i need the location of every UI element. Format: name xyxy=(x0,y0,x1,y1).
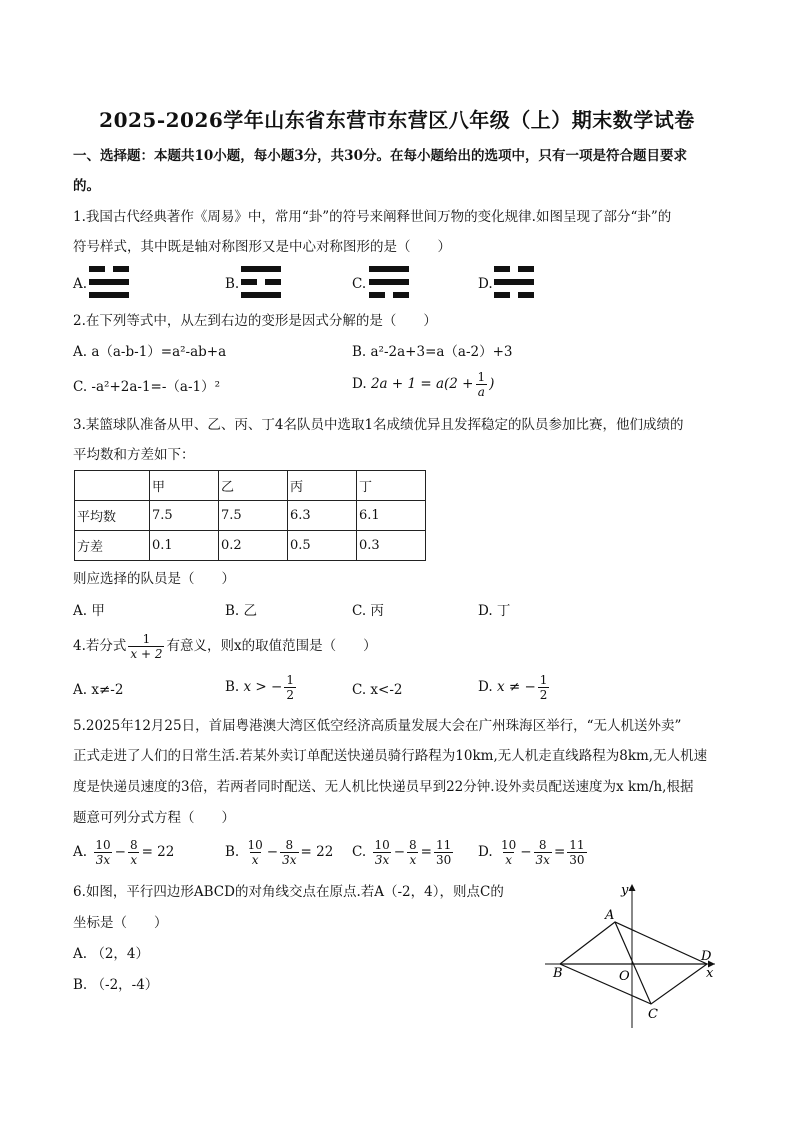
table-cell: 平均数 xyxy=(75,501,150,531)
frac-numerator: 11 xyxy=(435,838,452,852)
section-heading-line1: 一、选择题：本题共10小题，每小题3分，共30分。在每小题给出的选项中，只有一项是符合题目要求 xyxy=(73,148,687,164)
frac-numerator: 10 xyxy=(247,838,263,852)
section-heading-line2: 的。 xyxy=(73,178,100,194)
q5-stem-line3: 度是快递员速度的3倍，若两者同时配送、无人机比快递员早到22分钟.设外卖员配送速度为x km/h,根据 xyxy=(73,779,694,795)
table-cell: 0.2 xyxy=(219,531,288,561)
q1-stem-line1: 1.我国古代经典著作《周易》中，常用“卦”的符号来阐释世间万物的变化规律.如图呈现了部分“卦”的 xyxy=(73,209,672,225)
table-cell: 6.3 xyxy=(288,501,357,531)
frac-numerator: 8 xyxy=(285,838,294,852)
diagonal-ac xyxy=(615,922,651,1004)
q3-option-a: A. 甲 xyxy=(73,603,105,619)
trigram-d-icon xyxy=(494,266,534,298)
y-axis-arrow-icon xyxy=(629,884,636,891)
point-c-label: C xyxy=(648,1007,658,1022)
frac-denominator: 3x xyxy=(282,853,297,867)
q2-stem: 2.在下列等式中，从左到右边的变形是因式分解的是（ ） xyxy=(73,313,437,329)
q2-option-d-denominator: a xyxy=(477,385,485,399)
q4-option-b-label: B. xyxy=(225,679,240,695)
x-axis-label: x xyxy=(706,966,714,981)
q6-stem-line1: 6.如图，平行四边形ABCD的对角线交点在原点.若A（-2，4），则点C的 xyxy=(73,884,504,900)
frac-numerator: 8 xyxy=(129,838,138,852)
q4-option-d-denominator: 2 xyxy=(539,688,548,702)
table-cell: 6.1 xyxy=(357,501,426,531)
q5-option-b-rhs: = 22 xyxy=(300,844,334,860)
table-header-row xyxy=(75,471,426,501)
table-cell: 0.1 xyxy=(150,531,219,561)
q1-option-c-label: C. xyxy=(352,276,367,292)
trigram-a-icon xyxy=(89,266,129,298)
q4-prefix: 4.若分式 xyxy=(73,638,127,654)
q2-option-a: A. a（a-b-1）=a²-ab+a xyxy=(73,344,227,360)
q5-option-b: B. $\frac{10}{x}$ − $\frac{8}{3x}$ = 22 xyxy=(225,838,334,867)
table-header-cell: 乙 xyxy=(219,471,288,501)
q4-option-d-label: D. xyxy=(478,679,493,695)
q4-option-b-left: x > − xyxy=(243,679,283,695)
q5-option-a: A. $\frac{10}{3x}$ − $\frac{8}{x}$ = 22 xyxy=(73,838,175,867)
frac-denominator: x xyxy=(505,853,512,867)
q4-option-b-denominator: 2 xyxy=(286,688,294,702)
table-cell: 7.5 xyxy=(150,501,219,531)
q3-option-d: D. 丁 xyxy=(478,603,511,619)
q5-stem-line1: 5.2025年12月25日，首届粤港澳大湾区低空经济高质量发展大会在广州珠海区举行，“无人机送外卖” xyxy=(73,718,682,734)
frac-numerator: 10 xyxy=(374,838,390,852)
y-axis-label: y xyxy=(621,883,629,898)
q5-option-c-label: C. xyxy=(352,844,367,860)
q3-option-b: B. 乙 xyxy=(225,603,258,619)
frac-numerator: 10 xyxy=(500,838,517,852)
q3-option-c: C. 丙 xyxy=(352,603,384,619)
q4-frac-denominator: x + 2 xyxy=(130,647,163,661)
q5-option-a-label: A. xyxy=(73,844,88,860)
point-a-label: A xyxy=(605,908,615,923)
q1-stem-line2: 符号样式，其中既是轴对称图形又是中心对称图形的是（ ） xyxy=(73,239,451,255)
frac-denominator: 30 xyxy=(435,853,452,867)
q3-stem-line2: 平均数和方差如下： xyxy=(73,447,195,463)
q2-option-d-left: 2a + 1 = a(2 + xyxy=(370,376,474,392)
q5-option-b-label: B. xyxy=(225,844,240,860)
q4-suffix: 有意义，则x的取值范围是（ ） xyxy=(166,638,377,654)
q6-option-a: A. （2，4） xyxy=(73,946,150,962)
q4-option-d xyxy=(478,673,551,702)
frac-numerator: 8 xyxy=(538,838,547,852)
q4-option-c: C. x<-2 xyxy=(352,682,403,698)
q2-option-d-numerator: 1 xyxy=(477,370,486,384)
frac-denominator: 30 xyxy=(569,853,585,867)
table-header-cell: 丙 xyxy=(288,471,357,501)
frac-denominator: 3x xyxy=(95,853,111,867)
trigram-b-icon xyxy=(241,266,281,298)
parallelogram-figure xyxy=(545,880,725,1030)
table-row xyxy=(75,501,426,531)
frac-numerator: 8 xyxy=(409,838,417,852)
q4-option-d-numerator: 1 xyxy=(539,673,548,687)
frac-numerator: 10 xyxy=(95,838,111,852)
q5-option-c: C. $\frac{10}{3x}$ − $\frac{8}{x}$ = $\frac{11}{30}$ xyxy=(352,838,452,867)
q2-option-c: C. -a²+2a-1=-（a-1）² xyxy=(73,379,221,395)
table-cell: 方差 xyxy=(75,531,150,561)
origin-label: O xyxy=(619,969,630,984)
q1-option-d-label: D. xyxy=(478,276,493,292)
point-d-label: D xyxy=(701,949,712,964)
q1-option-a-label: A. xyxy=(73,276,88,292)
frac-denominator: x xyxy=(130,853,138,867)
scores-table xyxy=(74,470,426,561)
trigram-c-icon xyxy=(369,266,409,298)
frac-denominator: x xyxy=(251,853,259,867)
q4-option-b xyxy=(225,673,298,702)
q4-option-d-left: x ≠ − xyxy=(496,679,536,695)
q3-after: 则应选择的队员是（ ） xyxy=(73,571,235,587)
q5-option-d-label: D. xyxy=(478,844,493,860)
table-row xyxy=(75,531,426,561)
q6-option-b: B. （-2，-4） xyxy=(73,977,159,993)
table-header-cell xyxy=(75,471,150,501)
exam-title: 2025-2026学年山东省东营市东营区八年级（上）期末数学试卷 xyxy=(99,108,695,132)
frac-denominator: 3x xyxy=(374,853,390,867)
q4-option-a: A. x≠-2 xyxy=(73,682,124,698)
q3-stem-line1: 3.某篮球队准备从甲、乙、丙、丁4名队员中选取1名成绩优异且发挥稳定的队员参加比赛，他们成绩的 xyxy=(73,417,684,433)
point-b-label: B xyxy=(553,966,563,981)
q4-frac-numerator: 1 xyxy=(142,632,151,646)
frac-denominator: 3x xyxy=(535,853,550,867)
table-header-cell: 甲 xyxy=(150,471,219,501)
q2-option-d-right: ) xyxy=(489,376,495,392)
frac-numerator: 11 xyxy=(569,838,585,852)
q5-option-a-rhs: = 22 xyxy=(141,844,175,860)
q6-stem-line2: 坐标是（ ） xyxy=(73,915,168,931)
q5-option-d: D. $\frac{10}{x}$ − $\frac{8}{3x}$ = $\frac{11}{30}$ xyxy=(478,838,585,867)
q4-stem xyxy=(73,632,377,661)
table-cell: 0.5 xyxy=(288,531,357,561)
q4-option-b-numerator: 1 xyxy=(286,673,294,687)
table-cell: 7.5 xyxy=(219,501,288,531)
q5-stem-line4: 题意可列分式方程（ ） xyxy=(73,810,235,826)
q2-option-b: B. a²-2a+3=a（a-2）+3 xyxy=(352,344,513,360)
q5-stem-line2: 正式走进了人们的日常生活.若某外卖订单配送快递员骑行路程为10km,无人机走直线路程为8km,无人机速 xyxy=(73,748,708,764)
frac-denominator: x xyxy=(409,853,417,867)
table-header-cell: 丁 xyxy=(357,471,426,501)
table-cell: 0.3 xyxy=(357,531,426,561)
q2-option-d xyxy=(352,370,494,399)
q1-option-b-label: B. xyxy=(225,276,240,292)
q2-option-d-label: D. xyxy=(352,376,367,392)
